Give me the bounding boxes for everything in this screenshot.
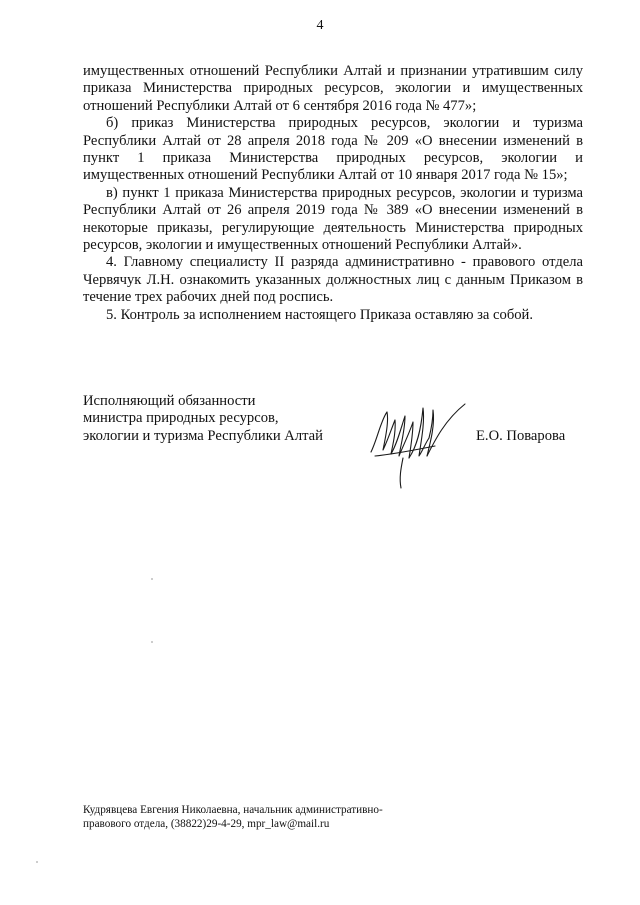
page-number: 4 — [316, 18, 324, 33]
paragraph-clause-4: 4. Главному специалисту II разряда административно - правового отдела Червячук Л.Н. ознакомить указанных должностных лиц с данным Приказом в течение трех рабочих дней под роспись. — [83, 254, 583, 306]
signatory-title-line: министра природных ресурсов, — [83, 410, 279, 427]
document-body — [83, 63, 583, 324]
scan-speck — [151, 641, 153, 643]
scan-speck — [36, 861, 38, 863]
scan-speck — [151, 578, 153, 580]
signatory-title — [83, 393, 403, 445]
contact-footer — [83, 803, 503, 831]
paragraph-item-v: в) пункт 1 приказа Министерства природных ресурсов, экологии и туризма Республики Алтай от 26 апреля 2019 года № 389 «О внесении изменений в некоторые приказы, регулирующие деятельность Министерства природных ресурсов, экологии и имущественных отношений Республики Алтай». — [83, 184, 583, 254]
paragraph-continuation: имущественных отношений Республики Алтай и признании утратившим силу приказа Министерства природных ресурсов, экологии и имущественных отношений Республики Алтай от 6 сентября 2016 года № 477»; — [83, 63, 583, 114]
paragraph-item-b: б) приказ Министерства природных ресурсов, экологии и туризма Республики Алтай от 28 апреля 2018 года № 209 «О внесении изменений в пункт 1 приказа Министерства природных ресурсов, экологии и имущественных отношений Республики Алтай от 10 января 2017 года № 15»; — [83, 115, 583, 184]
handwritten-signature — [365, 400, 475, 490]
signatory-name: Е.О. Поварова — [476, 428, 566, 444]
signatory-title-line: экологии и туризма Республики Алтай — [83, 427, 323, 444]
footer-line: Кудрявцева Евгения Николаевна, начальник административно- — [83, 804, 383, 816]
signatory-title-line: Исполняющий обязанности — [83, 393, 256, 409]
footer-line: правового отдела, (38822)29-4-29, mpr_law@mail.ru — [83, 818, 330, 830]
paragraph-clause-5: 5. Контроль за исполнением настоящего Приказа оставляю за собой. — [106, 306, 534, 323]
